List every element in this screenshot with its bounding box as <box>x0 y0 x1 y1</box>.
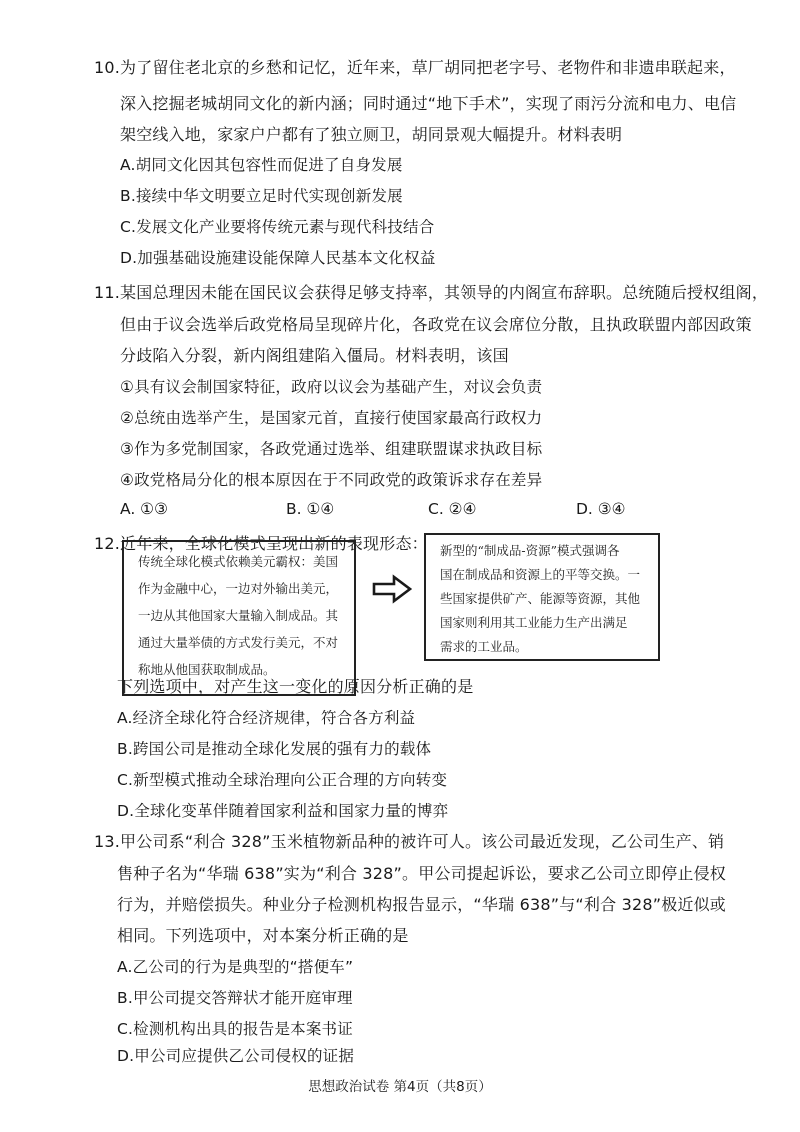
page-footer: 思想政治试卷 第4页（共8页） <box>308 1079 492 1095</box>
q11-item-2: ②总统由选举产生，是国家元首，直接行使国家最高行政权力 <box>120 409 543 427</box>
q13-stem-line-3: 行为，并赔偿损失。种业分子检测机构报告显示，“华瑞 638”与“利合 328”极近似或 <box>117 895 727 914</box>
q13-stem-line-2: 售种子名为“华瑞 638”实为“利合 328”。甲公司提起诉讼，要求乙公司立即停止侵权 <box>117 864 727 883</box>
q11-item-3: ③作为多党制国家，各政党通过选举、组建联盟谋求执政目标 <box>120 440 543 458</box>
q13-option-a: A.乙公司的行为是典型的“搭便车” <box>117 958 354 976</box>
q10-stem-line-1: 10.为了留住老北京的乡愁和记忆，近年来，草厂胡同把老字号、老物件和非遗串联起来， <box>94 58 736 77</box>
q11-option-a: A. ①③ <box>120 500 168 518</box>
q11-option-c: C. ②④ <box>428 500 477 518</box>
q12-box-new-model <box>424 533 660 661</box>
box-left-line-2: 作为金融中心，一边对外输出美元， <box>138 581 339 596</box>
q12-option-c: C.新型模式推动全球治理向公正合理的方向转变 <box>117 771 448 789</box>
q11-stem-line-1: 11.某国总理因未能在国民议会获得足够支持率，其领导的内阁宣布辞职。总统随后授权组阁， <box>94 283 769 302</box>
q10-stem-line-2: 深入挖掘老城胡同文化的新内涵；同时通过“地下手术”，实现了雨污分流和电力、电信 <box>120 94 737 113</box>
q11-option-d: D. ③④ <box>576 500 626 518</box>
box-right-line-5: 需求的工业品。 <box>440 639 528 654</box>
q13-stem-line-1: 13.甲公司系“利合 328”玉米植物新品种的被许可人。该公司最近发现，乙公司生产、销 <box>94 832 725 851</box>
q11-stem-line-3: 分歧陷入分裂，新内阁组建陷入僵局。材料表明，该国 <box>120 346 509 365</box>
q13-stem-line-4: 相同。下列选项中，对本案分析正确的是 <box>117 926 409 945</box>
hollow-right-arrow-icon <box>372 574 412 604</box>
q11-options-row <box>96 500 656 520</box>
q10-option-a: A.胡同文化因其包容性而促进了自身发展 <box>120 156 403 174</box>
q11-stem-line-2: 但由于议会选举后政党格局呈现碎片化，各政党在议会席位分散，且执政联盟内部因政策 <box>120 315 752 334</box>
q12-option-a: A.经济全球化符合经济规律，符合各方利益 <box>117 709 416 727</box>
q13-option-d: D.甲公司应提供乙公司侵权的证据 <box>117 1047 355 1065</box>
q13-option-c: C.检测机构出具的报告是本案书证 <box>117 1020 353 1038</box>
q10-option-c: C.发展文化产业要将传统元素与现代科技结合 <box>120 218 435 236</box>
box-left-line-3: 一边从其他国家大量输入制成品。其 <box>138 608 339 623</box>
q10-stem-line-3: 架空线入地，家家户户都有了独立厕卫，胡同景观大幅提升。材料表明 <box>120 125 623 144</box>
q11-option-b: B. ①④ <box>286 500 335 518</box>
q11-item-4: ④政党格局分化的根本原因在于不同政党的政策诉求存在差异 <box>120 471 543 489</box>
box-right-line-1: 新型的“制成品-资源”模式强调各 <box>440 543 620 558</box>
q10-option-b: B.接续中华文明要立足时代实现创新发展 <box>120 187 403 205</box>
box-right-line-4: 国家则利用其工业能力生产出满足 <box>440 615 628 630</box>
q12-question: 下列选项中，对产生这一变化的原因分析正确的是 <box>117 677 474 696</box>
box-right-line-2: 国在制成品和资源上的平等交换。一 <box>440 567 641 582</box>
box-left-line-5: 称地从他国获取制成品。 <box>138 662 276 677</box>
q11-item-1: ①具有议会制国家特征，政府以议会为基础产生，对议会负责 <box>120 378 543 396</box>
q12-option-d: D.全球化变革伴随着国家利益和国家力量的博弈 <box>117 802 449 820</box>
q12-option-b: B.跨国公司是推动全球化发展的强有力的载体 <box>117 740 432 758</box>
box-left-line-1: 传统全球化模式依赖美元霸权：美国 <box>138 554 339 569</box>
q10-option-d: D.加强基础设施建设能保障人民基本文化权益 <box>120 249 436 267</box>
q13-option-b: B.甲公司提交答辩状才能开庭审理 <box>117 989 353 1007</box>
box-right-line-3: 些国家提供矿产、能源等资源，其他 <box>440 591 641 606</box>
q12-stem: 12.近年来，全球化模式呈现出新的表现形态： <box>94 534 428 553</box>
q12-box-traditional-model <box>122 540 356 696</box>
box-left-line-4: 通过大量举债的方式发行美元，不对 <box>138 635 339 650</box>
